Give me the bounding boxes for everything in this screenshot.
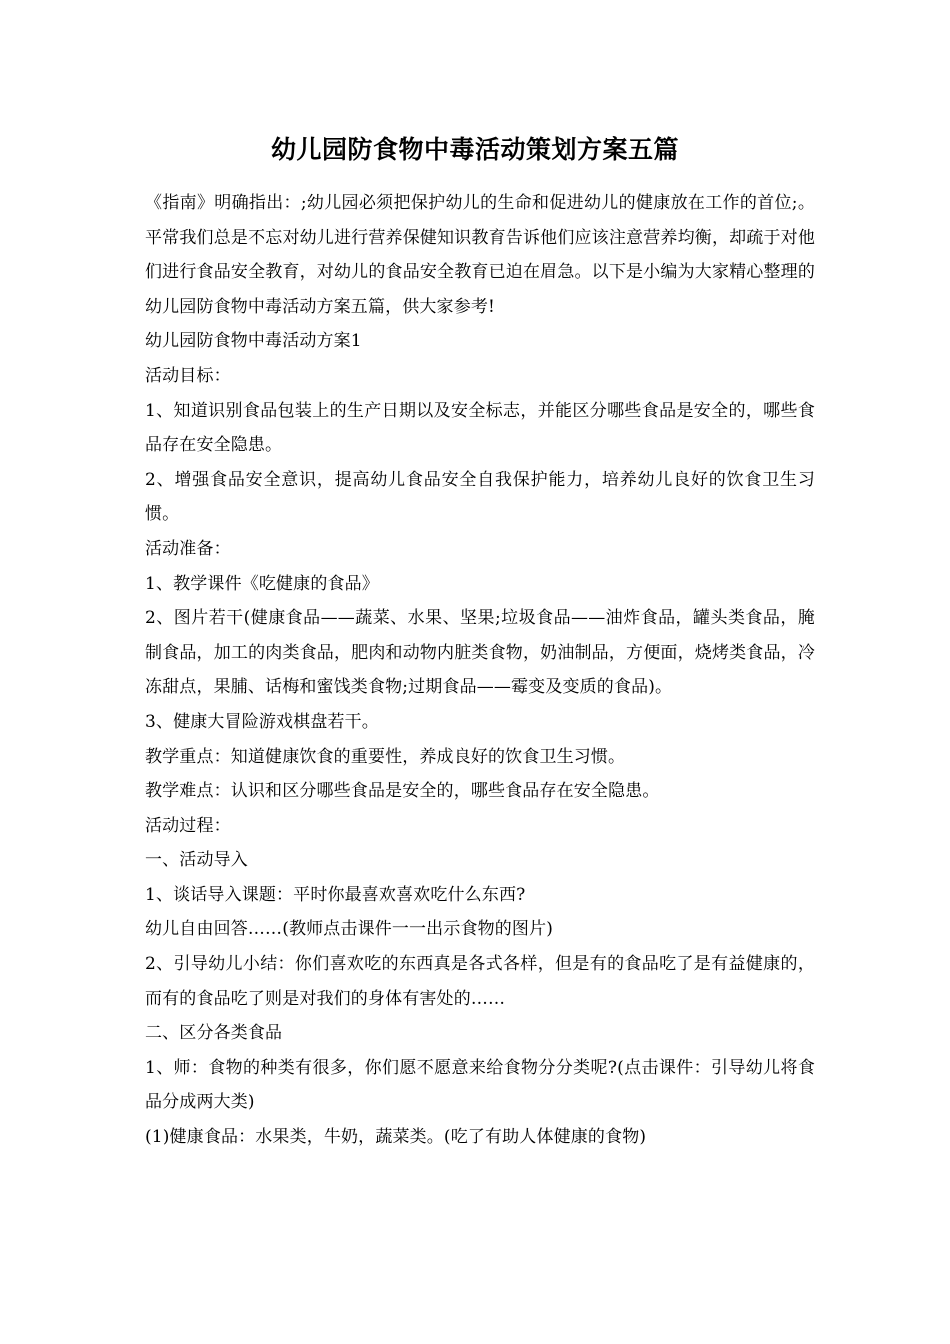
goal-item-2: 2、增强食品安全意识，提高幼儿食品安全自我保护能力，培养幼儿良好的饮食卫生习惯。 [145,469,815,525]
teaching-difficulty: 教学难点：认识和区分哪些食品是安全的，哪些食品存在安全隐患。 [145,781,660,802]
process-step-1-answer: 幼儿自由回答……(教师点击课件一一出示食物的图片) [145,919,554,940]
document-body [145,186,815,1155]
preparation-item-3: 3、健康大冒险游戏棋盘若干。 [145,711,379,732]
process-step-2-subitem-1: (1)健康食品：水果类，牛奶，蔬菜类。(吃了有助人体健康的食物) [145,1127,647,1148]
process-step-2-item-1: 1、师：食物的种类有很多，你们愿不愿意来给食物分分类呢?(点击课件：引导幼儿将食品分成两大类) [145,1057,815,1113]
preparation-item-1: 1、教学课件《吃健康的食品》 [145,573,379,594]
process-step-1-heading: 一、活动导入 [145,850,248,871]
heading-activity-process: 活动过程： [145,815,231,836]
heading-activity-goals: 活动目标： [145,365,231,386]
goal-item-1: 1、知道识别食品包装上的生产日期以及安全标志，并能区分哪些食品是安全的，哪些食品存在安全隐患。 [145,400,815,456]
teaching-focus: 教学重点：知道健康饮食的重要性，养成良好的饮食卫生习惯。 [145,746,626,767]
preparation-item-2: 2、图片若干(健康食品——蔬菜、水果、坚果;垃圾食品——油炸食品，罐头类食品，腌制食品，加工的肉类食品，肥肉和动物内脏类食物，奶油制品，方便面，烧烤类食品，冷冻甜点，果脯、话梅和蜜饯类食物;过期食品——霉变及变质的食品)。 [145,608,815,698]
heading-activity-preparation: 活动准备： [145,538,231,559]
process-step-2-heading: 二、区分各类食品 [145,1023,283,1044]
process-step-1-item-2: 2、引导幼儿小结：你们喜欢吃的东西真是各式各样，但是有的食品吃了是有益健康的，而有的食品吃了则是对我们的身体有害处的…… [145,954,815,1009]
intro-paragraph: 《指南》明确指出：;幼儿园必须把保护幼儿的生命和促进幼儿的健康放在工作的首位;。平常我们总是不忘对幼儿进行营养保健知识教育告诉他们应该注意营养均衡，却疏于对他们进行食品安全教育，对幼儿的食品安全教育已迫在眉急。以下是小编为大家精心整理的幼儿园防食物中毒活动方案五篇，供大家参考! [145,193,815,317]
process-step-1-item-1: 1、谈话导入课题：平时你最喜欢喜欢吃什么东西? [145,884,526,905]
document-title: 幼儿园防食物中毒活动策划方案五篇 [270,135,679,164]
section-heading-plan-1: 幼儿园防食物中毒活动方案1 [145,331,362,352]
